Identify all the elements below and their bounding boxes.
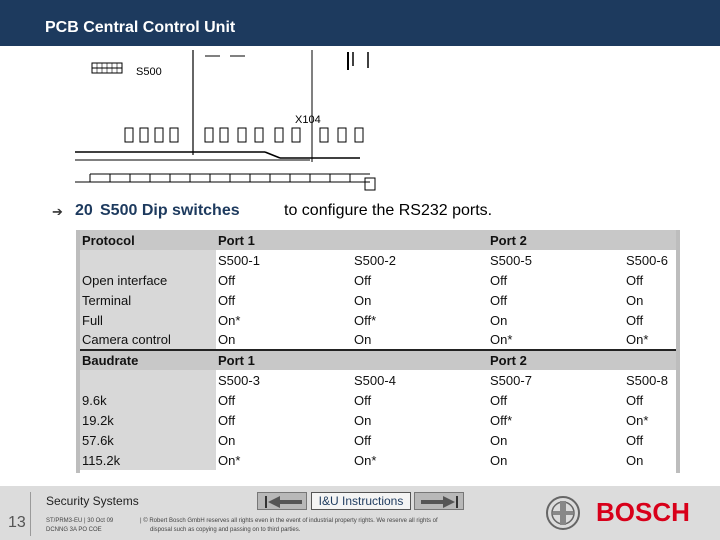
table-header-cell: Baudrate — [80, 350, 216, 370]
table-cell: S500-2 — [354, 252, 396, 268]
table-row — [80, 270, 676, 290]
footer-divider — [30, 492, 31, 536]
table-row — [80, 430, 676, 450]
table-cell: Off — [354, 392, 372, 408]
table-cell: On* — [626, 412, 649, 428]
table-header-cell: Port 1 — [216, 230, 352, 250]
protocol-subheader-row — [80, 250, 676, 270]
table-cell: On — [626, 292, 644, 308]
table-cell: S500-3 — [218, 372, 260, 388]
footer-reference: ST/PRM3-EU | 30 Oct 09 — [46, 518, 114, 524]
copyright-notice: | © Robert Bosch GmbH reserves all rights even in the event of industrial property rights. We reserve all rights of — [140, 518, 438, 524]
table-cell: On* — [218, 312, 241, 328]
s500-label: S500 — [136, 66, 162, 78]
page-title: PCB Central Control Unit — [45, 19, 236, 36]
table-cell: On* — [488, 330, 624, 350]
table-cell: S500-4 — [354, 372, 396, 388]
table-cell: Off — [354, 272, 372, 288]
table-row — [80, 290, 676, 310]
table-cell: On — [490, 312, 508, 328]
table-cell: Off — [218, 272, 236, 288]
table-cell: 9.6k — [80, 390, 216, 410]
instructions-link[interactable]: I&U Instructions — [311, 492, 411, 510]
table-cell: S500-8 — [626, 372, 668, 388]
table-cell: Off — [490, 392, 508, 408]
table-header-cell: Port 1 — [216, 350, 352, 370]
table-cell: Off — [218, 392, 236, 408]
table-cell: On* — [218, 452, 241, 468]
table-header-cell: Protocol — [80, 230, 216, 250]
table-cell: Off — [626, 312, 644, 328]
dip-switch-table — [80, 230, 676, 470]
table-cell: Off* — [490, 412, 513, 428]
table-cell: 19.2k — [80, 410, 216, 430]
bullet-heading: S500 Dip switches — [100, 202, 240, 219]
table-cell: Off — [218, 412, 236, 428]
table-cell: S500-6 — [626, 252, 668, 268]
table-cell: S500-5 — [490, 252, 532, 268]
table-header-cell — [352, 230, 488, 250]
protocol-header-row — [80, 230, 676, 250]
baudrate-header-row — [80, 350, 676, 370]
table-row — [80, 450, 676, 470]
table-row — [80, 410, 676, 430]
table-cell: On — [218, 432, 236, 448]
table-cell: Off — [626, 432, 644, 448]
table-header-cell — [624, 350, 676, 370]
table-cell: 115.2k — [80, 450, 216, 470]
bosch-armature-logo-icon — [545, 495, 581, 531]
table-header-cell: Port 2 — [488, 230, 624, 250]
table-cell: Off* — [354, 312, 377, 328]
table-header-cell — [624, 230, 676, 250]
table-cell: Off — [218, 292, 236, 308]
slide-navigation — [257, 492, 465, 512]
table-row — [80, 310, 676, 330]
next-arrow-icon — [415, 493, 465, 511]
table-cell: Off — [626, 272, 644, 288]
s500-component-icon — [92, 63, 122, 73]
dip-switch-table-area — [80, 230, 676, 473]
bosch-wordmark: BOSCH — [596, 497, 690, 527]
table-cell: Terminal — [80, 290, 216, 310]
table-cell: On — [490, 432, 508, 448]
page-number: 13 — [8, 514, 26, 531]
table-cell: S500-1 — [218, 252, 260, 268]
table-cell: On — [490, 452, 508, 468]
table-cell: Off — [626, 392, 644, 408]
title-bar — [0, 0, 720, 46]
table-cell: On — [626, 452, 644, 468]
table-cell: Camera control — [80, 330, 216, 350]
table-header-cell: Port 2 — [488, 350, 624, 370]
previous-slide-button[interactable] — [257, 492, 307, 510]
table-cell: Open interface — [80, 270, 216, 290]
bullet-point — [52, 202, 712, 222]
bullet-description: to configure the RS232 ports. — [284, 202, 493, 219]
table-cell: Off — [490, 292, 508, 308]
table-cell: On* — [354, 452, 377, 468]
table-cell — [80, 370, 216, 390]
x104-label: X104 — [295, 114, 321, 126]
table-cell: Full — [80, 310, 216, 330]
table-cell: On — [216, 330, 352, 350]
next-slide-button[interactable] — [414, 492, 464, 510]
table-row — [80, 390, 676, 410]
table-cell — [80, 250, 216, 270]
previous-arrow-icon — [258, 493, 308, 511]
dip-switch-table-frame — [76, 230, 680, 473]
baudrate-subheader-row — [80, 370, 676, 390]
table-cell: On — [354, 292, 372, 308]
table-header-cell — [352, 350, 488, 370]
table-cell: 57.6k — [80, 430, 216, 450]
copyright-notice-2: disposal such as copying and passing on to third parties. — [150, 527, 301, 533]
table-cell: On — [354, 412, 372, 428]
dip-switch-schematic — [70, 50, 390, 195]
table-cell: Off — [490, 272, 508, 288]
arrow-right-icon: ➔ — [52, 204, 63, 219]
switch-count: 20 — [75, 202, 93, 219]
table-cell: On — [352, 330, 488, 350]
table-row — [80, 330, 676, 350]
table-cell: S500-7 — [490, 372, 532, 388]
table-cell: On* — [624, 330, 676, 350]
table-cell: Off — [354, 432, 372, 448]
department-label: Security Systems — [46, 494, 139, 508]
footer-reference-2: DCNNG 3A PO COE — [46, 527, 102, 533]
